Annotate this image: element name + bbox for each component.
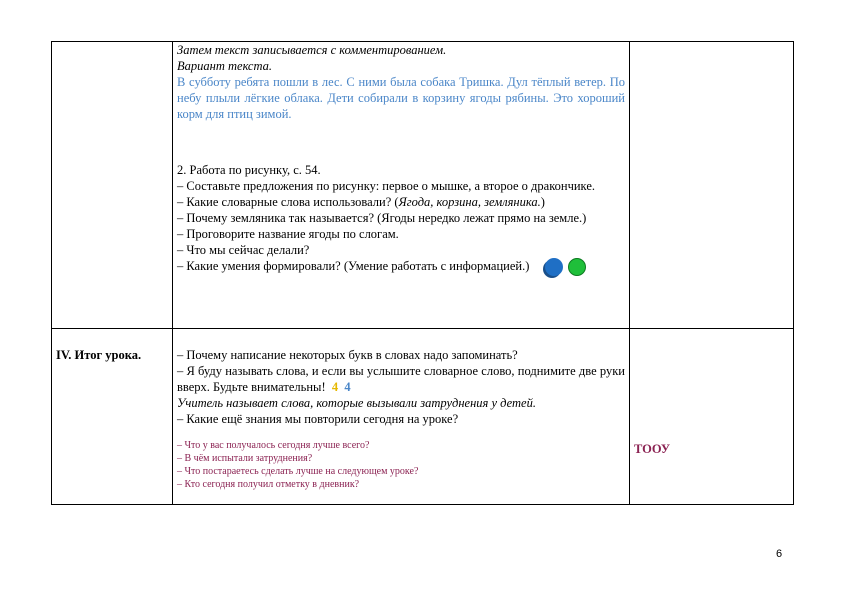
number-yellow: 4 (331, 380, 339, 394)
content-cell (173, 42, 630, 329)
variant-label: Вариант текста. (177, 59, 273, 73)
table-row (52, 329, 794, 505)
lesson-table (51, 41, 794, 505)
question-1: – Составьте предложения по рисунку: первое о мышке, а второе о дракончике. (177, 179, 595, 193)
reflection-question: – Что у вас получалось сегодня лучше всего? (177, 440, 370, 451)
question-3: – Какие ещё знания мы повторили сегодня на уроке? (177, 412, 459, 426)
stage-label: IV. Итог урока. (56, 348, 142, 362)
question-4: – Проговорите название ягоды по слогам. (177, 227, 399, 241)
blue-circle-icon (545, 258, 563, 276)
question-1: – Почему написание некоторых букв в словах надо запоминать? (177, 348, 518, 362)
intro-line: Затем текст записывается с комментированием. (177, 43, 447, 57)
question-5: – Что мы сейчас делали? (177, 243, 310, 257)
notes-cell (630, 329, 794, 505)
reflection-question: – Кто сегодня получил отметку в дневник? (177, 479, 360, 490)
stage-cell (52, 329, 173, 505)
reflection-question: – Что постараетесь сделать лучше на следующем уроке? (177, 466, 419, 477)
question-6: – Какие умения формировали? (Умение работать с информацией.) (177, 258, 625, 276)
question-2: – Какие словарные слова использовали? (Ягода, корзина, земляника.) (177, 195, 545, 209)
content-cell (173, 329, 630, 505)
dictionary-words: Ягода, корзина, земляника. (398, 195, 541, 209)
reflection-circles (545, 258, 589, 276)
page-number: 6 (776, 548, 783, 560)
notes-label: ТООУ (634, 442, 671, 456)
teacher-note: Учитель называет слова, которые вызывали затруднения у детей. (177, 396, 536, 410)
table-row (52, 42, 794, 329)
notes-cell (630, 42, 794, 329)
green-circle-icon (568, 258, 586, 276)
task-title: 2. Работа по рисунку, с. 54. (177, 163, 321, 177)
stage-cell (52, 42, 173, 329)
question-2: – Я буду называть слова, и если вы услышите словарное слово, поднимите две руки вверх. Будьте внимательны! 4 4 (177, 364, 625, 394)
story-text: В субботу ребята пошли в лес. С ними была собака Тришка. Дул тёплый ветер. По небу плыли лёгкие облака. Дети собирали в корзину ягоды рябины. Это хороший корм для птиц зимой. (177, 75, 625, 121)
question-3: – Почему земляника так называется? (Ягоды нередко лежат прямо на земле.) (177, 211, 587, 225)
reflection-question: – В чём испытали затруднения? (177, 453, 313, 464)
number-blue: 4 (344, 380, 351, 394)
